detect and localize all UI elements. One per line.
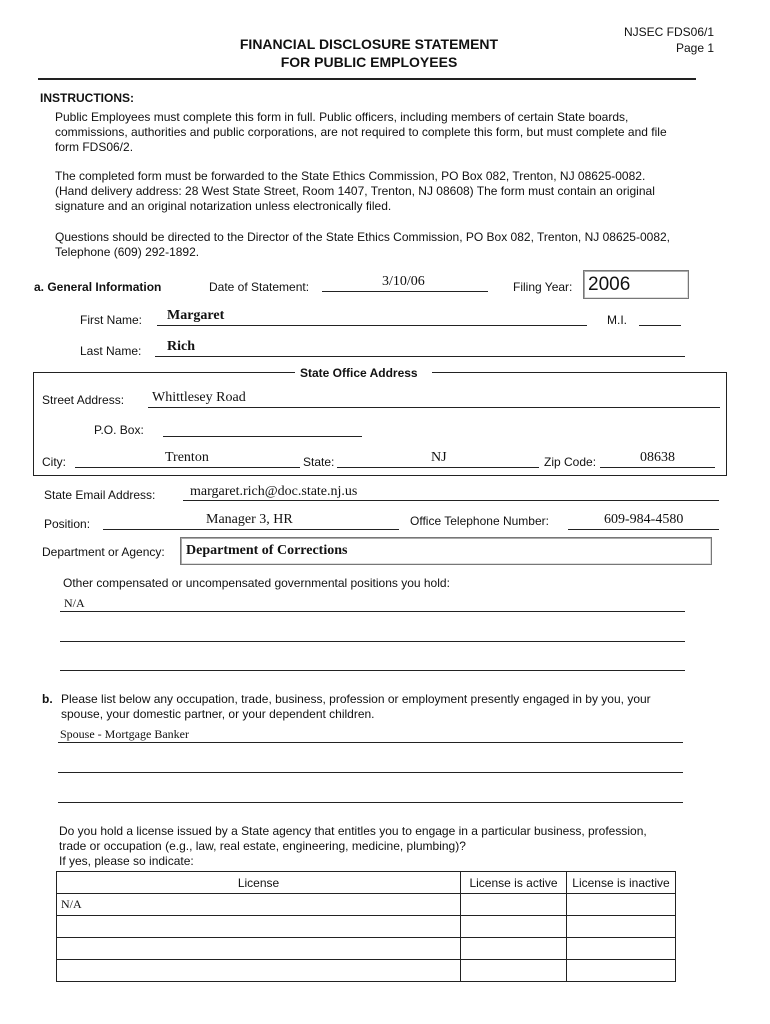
street-address-label: Street Address: [42,393,125,407]
zip-code-label: Zip Code: [544,455,597,469]
occupation-line-3[interactable] [58,802,683,803]
occupation-line-2[interactable] [58,772,683,773]
license-inactive-cell[interactable] [567,894,676,916]
office-phone-value: 609-984-4580 [604,512,684,527]
email-field[interactable] [183,500,719,501]
table-row [57,894,676,916]
mi-field[interactable] [639,325,681,326]
table-row [57,960,676,982]
instructions-p1-line2: commissions, authorities and public corporations, are not required to complete this form, but must complete and file [55,125,667,139]
date-of-statement-field[interactable] [322,291,488,292]
city-label: City: [42,455,66,469]
filing-year-value: 2006 [588,274,631,295]
office-phone-label: Office Telephone Number: [410,514,549,528]
mi-label: M.I. [607,313,627,327]
license-active-cell[interactable] [461,894,567,916]
date-of-statement-label: Date of Statement: [209,280,310,294]
license-column-header: License [57,872,461,894]
filing-year-label: Filing Year: [513,280,573,294]
street-address-value: Whittlesey Road [152,390,246,405]
license-active-column-header: License is active [461,872,567,894]
other-positions-line-3[interactable] [60,670,685,671]
instructions-paragraph-2 [55,169,725,214]
license-inactive-cell[interactable] [567,916,676,938]
occupation-line-1[interactable] [58,742,683,743]
license-cell[interactable] [57,960,461,982]
occupation-value: Spouse - Mortgage Banker [60,727,189,741]
instructions-p2-line2: (Hand delivery address: 28 West State Street, Room 1407, Trenton, NJ 08608) The form must contain an original [55,184,655,198]
license-active-cell[interactable] [461,916,567,938]
other-positions-line-2[interactable] [60,641,685,642]
office-address-top-rule-left [33,372,295,373]
pobox-field[interactable] [163,436,362,437]
instructions-paragraph-1 [55,110,725,155]
state-field[interactable] [337,467,539,468]
state-value: NJ [431,450,447,465]
last-name-field[interactable] [155,356,685,357]
license-table [56,871,676,982]
first-name-value: Margaret [167,308,225,323]
table-row [57,938,676,960]
position-field[interactable] [103,529,399,530]
license-active-cell[interactable] [461,960,567,982]
email-value: margaret.rich@doc.state.nj.us [190,484,358,499]
zip-code-field[interactable] [600,467,715,468]
instructions-p1-line1: Public Employees must complete this form in full. Public officers, including members of certain State boards, [55,110,629,124]
state-label: State: [303,455,335,469]
license-question-line2: trade or occupation (e.g., law, real estate, engineering, medicine, plumbing)? [59,839,466,853]
section-b-question-line2: spouse, your domestic partner, or your dependent children. [61,707,375,721]
other-positions-line-1[interactable] [60,611,685,612]
section-a-label: a. General Information [34,280,162,294]
license-question-line1: Do you hold a license issued by a State agency that entitles you to engage in a particular business, profession, [59,824,647,838]
position-value: Manager 3, HR [206,512,293,527]
office-address-heading: State Office Address [300,366,418,380]
instructions-p3-line1: Questions should be directed to the Director of the State Ethics Commission, PO Box 082, Trenton, NJ 08625-0082, [55,230,670,244]
instructions-p2-line3: signature and an original notarization unless electronically filed. [55,199,392,213]
email-label: State Email Address: [44,488,156,502]
position-label: Position: [44,517,91,531]
header-rule [38,78,696,80]
first-name-field[interactable] [157,325,587,326]
department-value: Department of Corrections [186,543,348,558]
table-row [57,916,676,938]
other-positions-value: N/A [64,596,85,610]
license-cell[interactable] [57,916,461,938]
license-question-line3: If yes, please so indicate: [59,854,194,868]
section-b-letter: b. [42,692,53,706]
instructions-heading: INSTRUCTIONS: [40,91,134,105]
pobox-label: P.O. Box: [94,423,144,437]
office-address-top-rule-right [432,372,726,373]
license-question [59,824,719,869]
last-name-value: Rich [167,339,195,354]
street-address-field[interactable] [148,407,720,408]
instructions-p3-line2: Telephone (609) 292-1892. [55,245,200,259]
form-title-line1: FINANCIAL DISCLOSURE STATEMENT [239,36,499,52]
page-number: Page 1 [676,41,715,55]
other-positions-label: Other compensated or uncompensated governmental positions you hold: [63,576,450,590]
office-phone-field[interactable] [568,529,719,530]
form-title-line2: FOR PUBLIC EMPLOYEES [280,54,458,70]
form-id: NJSEC FDS06/1 [624,25,715,39]
license-table-header [57,872,676,894]
zip-code-value: 08638 [640,450,675,465]
city-field[interactable] [75,467,300,468]
first-name-label: First Name: [80,313,143,327]
instructions-paragraph-3 [55,230,725,260]
license-cell[interactable] [57,938,461,960]
instructions-p1-line3: form FDS06/2. [55,140,134,154]
city-value: Trenton [165,450,209,465]
last-name-label: Last Name: [80,344,142,358]
license-inactive-column-header: License is inactive [567,872,676,894]
section-b-question [61,692,721,722]
date-of-statement-value: 3/10/06 [382,274,425,289]
license-cell[interactable]: N/A [57,894,461,916]
license-active-cell[interactable] [461,938,567,960]
section-b-question-line1: Please list below any occupation, trade, business, profession or employment presently engaged in by you, your [61,692,651,706]
license-inactive-cell[interactable] [567,960,676,982]
instructions-p2-line1: The completed form must be forwarded to the State Ethics Commission, PO Box 082, Trenton, NJ 08625-0082. [55,169,646,183]
department-label: Department or Agency: [42,545,165,559]
license-inactive-cell[interactable] [567,938,676,960]
